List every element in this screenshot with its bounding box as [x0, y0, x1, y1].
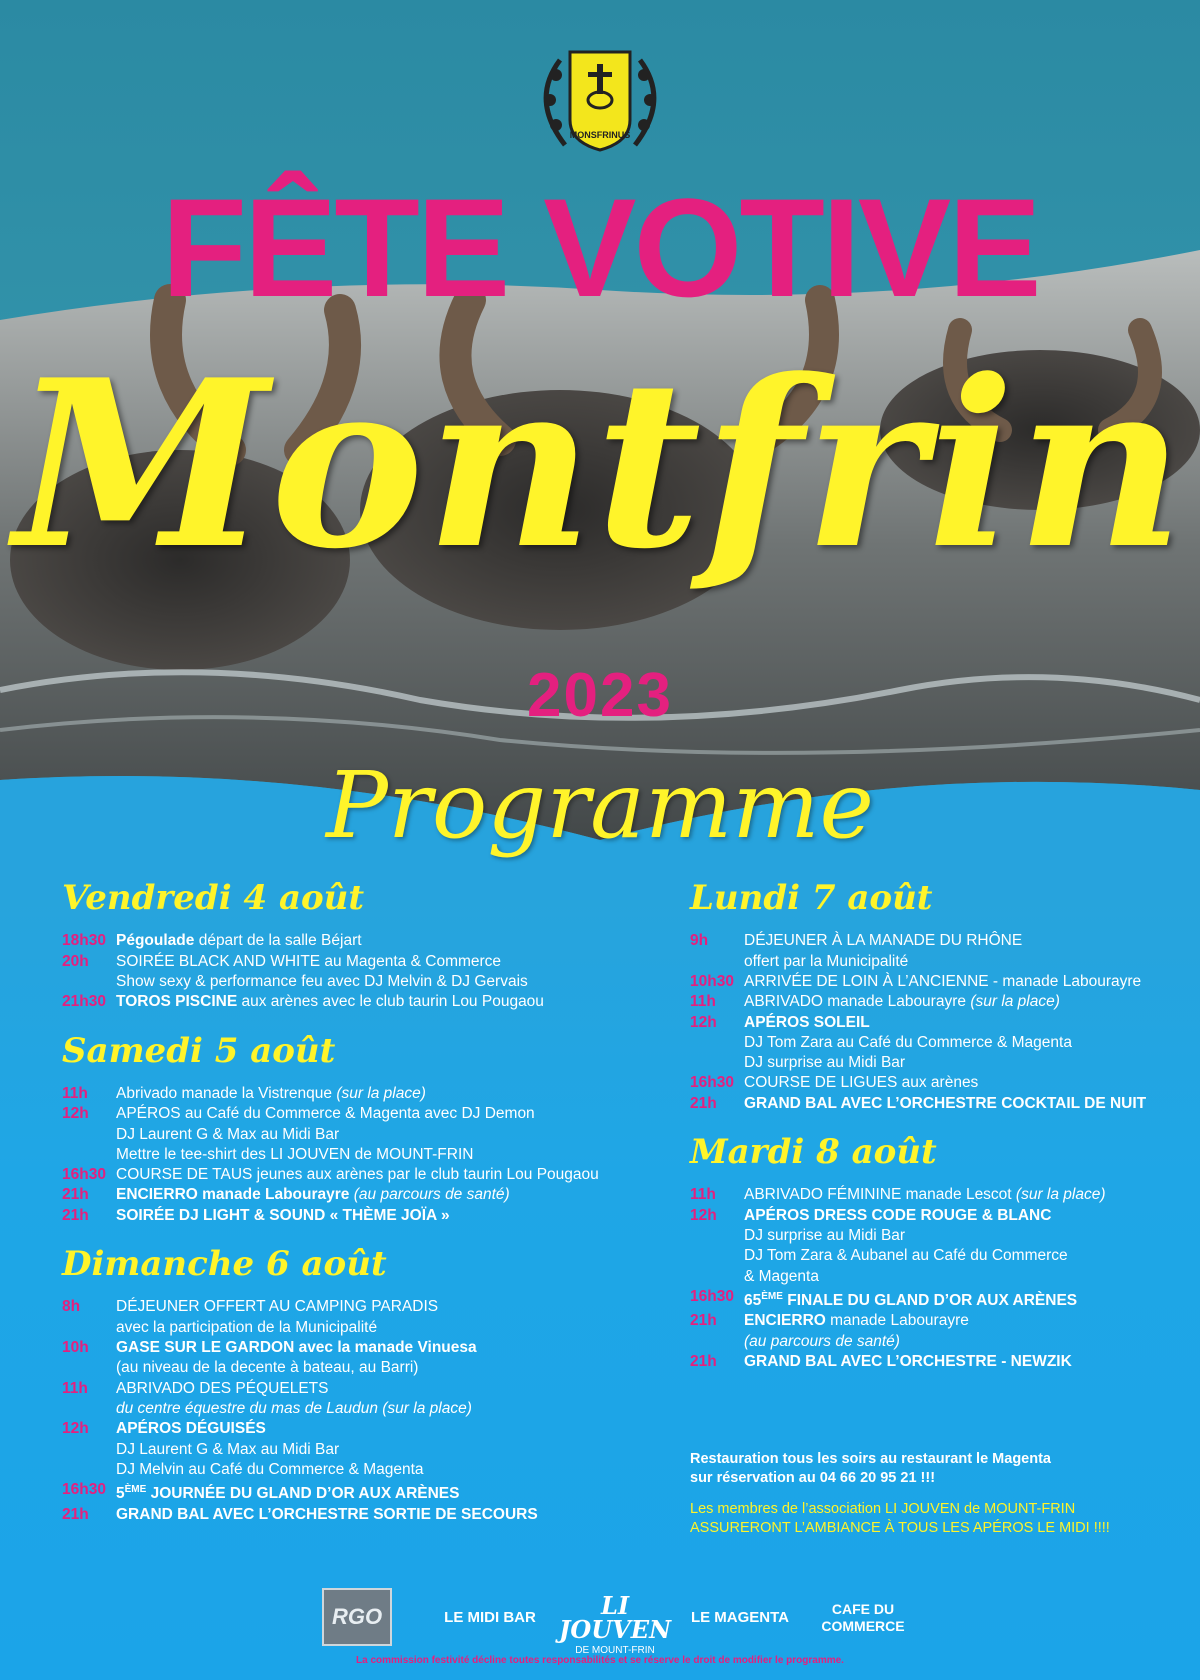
event-time — [690, 1332, 744, 1352]
event-text: DJ Laurent G & Max au Midi Bar — [116, 1125, 340, 1143]
event-text: DJ surprise au Midi Bar — [744, 1054, 906, 1072]
sponsor-cafe-line-1: CAFE DU — [831, 1601, 895, 1617]
program-event — [62, 1505, 622, 1525]
event-time: 16h30 — [62, 1481, 106, 1499]
program-event — [62, 1165, 622, 1185]
event-time: 16h30 — [690, 1287, 734, 1305]
event-time: 11h — [690, 993, 716, 1011]
day-heading: Mardi 8 août — [690, 1132, 937, 1173]
event-time: 16h30 — [62, 1166, 106, 1184]
event-time: 9h — [690, 932, 709, 950]
program-subtitle: Programme — [326, 752, 874, 859]
disclaimer-footer: La commission festivité décline toutes responsabilités et se réserve le droit de modifier le programme. — [356, 1655, 844, 1666]
event-time — [690, 1226, 744, 1246]
event-text: ABRIVADO FÉMININE manade Lescot (sur la place) — [744, 1186, 1106, 1204]
sponsor-bar — [0, 1588, 1200, 1656]
event-time — [690, 1267, 744, 1287]
program-event — [62, 1206, 622, 1226]
program-event — [62, 1318, 622, 1338]
program-event — [62, 1145, 622, 1165]
program-event — [690, 1287, 1190, 1311]
event-time: 10h30 — [690, 972, 734, 990]
program-event — [62, 931, 622, 951]
event-text: (au parcours de santé) — [744, 1332, 900, 1350]
event-time: 16h30 — [690, 1074, 734, 1092]
day-heading: Samedi 5 août — [62, 1030, 336, 1071]
event-time: 11h — [690, 1186, 716, 1204]
program-right-column — [690, 880, 1190, 1392]
event-text: COURSE DE LIGUES aux arènes — [744, 1074, 979, 1092]
event-text: COURSE DE TAUS jeunes aux arènes par le club taurin Lou Pougaou — [116, 1166, 599, 1184]
program-event — [62, 1084, 622, 1104]
event-time — [62, 1358, 116, 1378]
event-text: offert par la Municipalité — [744, 952, 909, 970]
event-text: APÉROS DÉGUISÉS — [116, 1420, 266, 1438]
event-text: SOIRÉE BLACK AND WHITE au Magenta & Commerce — [116, 952, 502, 970]
program-event — [690, 1311, 1190, 1331]
event-text: ENCIERRO manade Labourayre (au parcours de santé) — [116, 1186, 510, 1204]
event-title: FÊTE VOTIVE — [161, 169, 1039, 326]
event-text: APÉROS DRESS CODE ROUGE & BLANC — [744, 1206, 1052, 1224]
event-text: APÉROS SOLEIL — [744, 1013, 870, 1031]
program-event — [690, 1185, 1190, 1205]
day-events — [690, 931, 1190, 1114]
sponsor-li-jouven-name: LI JOUVEN — [558, 1591, 672, 1644]
event-text: APÉROS au Café du Commerce & Magenta avec DJ Demon — [116, 1105, 535, 1123]
program-event — [62, 992, 622, 1012]
event-time: 21h — [62, 1505, 89, 1523]
event-time: 21h — [690, 1312, 717, 1330]
program-event — [62, 1338, 622, 1358]
sponsor-cafe-commerce — [808, 1602, 918, 1633]
day-heading: Vendredi 4 août — [62, 878, 365, 918]
event-time: 21h — [62, 1186, 89, 1204]
event-time — [690, 1246, 744, 1266]
program-event — [690, 1332, 1190, 1352]
town-emblem — [520, 30, 680, 170]
event-time — [62, 1318, 116, 1338]
sponsor-li-jouven-sub: DE MOUNT-FRIN — [575, 1645, 655, 1656]
sponsor-magenta: LE MAGENTA — [690, 1609, 790, 1626]
event-time — [62, 1145, 116, 1165]
program-event — [62, 1185, 622, 1205]
event-text: & Magenta — [744, 1267, 819, 1285]
program-event — [62, 1358, 622, 1378]
restaurant-line-1: Restauration tous les soirs au restaurant le Magenta — [690, 1451, 1051, 1467]
event-text: 65ÈME FINALE DU GLAND D’OR AUX ARÈNES — [744, 1290, 1078, 1310]
program-event — [62, 1440, 622, 1460]
program-event — [62, 952, 622, 972]
event-time: 20h — [62, 952, 89, 970]
event-year: 2023 — [527, 661, 673, 730]
program-event — [62, 1480, 622, 1504]
day-heading: Dimanche 6 août — [62, 1244, 387, 1285]
event-text: du centre équestre du mas de Laudun (sur la place) — [116, 1399, 472, 1417]
event-text: Show sexy & performance feu avec DJ Melvin & DJ Gervais — [116, 972, 528, 990]
event-text: DJ Tom Zara au Café du Commerce & Magenta — [744, 1033, 1072, 1051]
sponsor-cafe-line-2: COMMERCE — [821, 1618, 905, 1634]
event-text: DJ Melvin au Café du Commerce & Magenta — [116, 1460, 424, 1478]
program-event — [62, 1399, 622, 1419]
event-text: GRAND BAL AVEC L’ORCHESTRE - NEWZIK — [744, 1352, 1072, 1370]
event-text: 5ÈME JOURNÉE DU GLAND D’OR AUX ARÈNES — [116, 1484, 460, 1503]
program-event — [62, 1297, 622, 1317]
day-events — [690, 1185, 1190, 1372]
event-time — [62, 1440, 116, 1460]
event-time: 11h — [62, 1084, 88, 1102]
day-events — [62, 1297, 622, 1524]
association-note — [690, 1500, 1190, 1538]
program-event — [690, 1094, 1190, 1114]
program-event — [690, 952, 1190, 972]
program-event — [690, 1053, 1190, 1073]
event-time — [690, 1053, 744, 1073]
program-event — [690, 1267, 1190, 1287]
event-text: Pégoulade départ de la salle Béjart — [116, 932, 362, 950]
event-time — [62, 972, 116, 992]
program-event — [690, 1226, 1190, 1246]
event-text: SOIRÉE DJ LIGHT & SOUND « THÈME JOÏA » — [116, 1206, 450, 1224]
sponsor-radio-logo — [322, 1588, 392, 1646]
program-event — [690, 992, 1190, 1012]
association-line-2: ASSURERONT L’AMBIANCE À TOUS LES APÉROS LE MIDI !!!! — [690, 1520, 1110, 1536]
event-text: DÉJEUNER OFFERT AU CAMPING PARADIS — [116, 1298, 439, 1316]
program-event — [690, 972, 1190, 992]
event-time — [62, 1399, 116, 1419]
program-event — [690, 1246, 1190, 1266]
program-event — [690, 1206, 1190, 1226]
program-event — [62, 1379, 622, 1399]
program-event — [690, 931, 1190, 951]
event-text: ABRIVADO DES PÉQUELETS — [116, 1379, 329, 1397]
event-text: Abrivado manade la Vistrenque (sur la place) — [116, 1084, 426, 1102]
day-heading: Lundi 7 août — [690, 878, 933, 918]
event-text: DJ surprise au Midi Bar — [744, 1227, 906, 1245]
program-event — [62, 1125, 622, 1145]
day-events — [62, 1084, 622, 1226]
event-text: DJ Tom Zara & Aubanel au Café du Commerce — [744, 1247, 1068, 1265]
event-text: ENCIERRO manade Labourayre — [744, 1312, 969, 1330]
event-text: ABRIVADO manade Labourayre (sur la place) — [744, 993, 1060, 1011]
program-event — [62, 1460, 622, 1480]
association-line-1: Les membres de l’association LI JOUVEN de MOUNT-FRIN — [690, 1501, 1076, 1517]
event-time: 21h — [62, 1206, 89, 1224]
event-time: 8h — [62, 1298, 81, 1316]
town-name: Montfrin — [13, 330, 1187, 600]
program-event — [62, 972, 622, 992]
event-time — [690, 952, 744, 972]
program-left-column — [62, 880, 622, 1545]
event-text: GRAND BAL AVEC L’ORCHESTRE COCKTAIL DE NUIT — [744, 1094, 1147, 1112]
program-event — [690, 1013, 1190, 1033]
event-text: Mettre le tee-shirt des LI JOUVEN de MOUNT-FRIN — [116, 1145, 474, 1163]
event-text: TOROS PISCINE aux arènes avec le club taurin Lou Pougaou — [116, 993, 544, 1011]
event-time: 11h — [62, 1379, 88, 1397]
event-text: GASE SUR LE GARDON avec la manade Vinuesa — [116, 1339, 477, 1357]
event-text: GRAND BAL AVEC L’ORCHESTRE SORTIE DE SECOURS — [116, 1505, 538, 1523]
emblem-text: MONSFRINUS — [569, 130, 631, 140]
event-text: avec la participation de la Municipalité — [116, 1318, 378, 1336]
event-text: DJ Laurent G & Max au Midi Bar — [116, 1440, 340, 1458]
day-events — [62, 931, 622, 1012]
event-time: 12h — [690, 1206, 717, 1224]
program-event — [690, 1033, 1190, 1053]
event-time: 21h30 — [62, 993, 106, 1011]
event-text: DÉJEUNER À LA MANADE DU RHÔNE — [744, 932, 1023, 950]
event-time: 12h — [62, 1105, 89, 1123]
event-text: ARRIVÉE DE LOIN À L’ANCIENNE - manade Labourayre — [744, 972, 1142, 990]
sponsor-midi-bar: LE MIDI BAR — [444, 1609, 536, 1626]
event-time: 21h — [690, 1352, 717, 1370]
program-event — [62, 1104, 622, 1124]
sponsor-li-jouven — [550, 1591, 680, 1656]
event-time: 12h — [690, 1013, 717, 1031]
event-time: 12h — [62, 1420, 89, 1438]
event-text: (au niveau de la decente à bateau, au Barri) — [116, 1359, 419, 1377]
event-time — [690, 1033, 744, 1053]
event-time — [62, 1460, 116, 1480]
restaurant-note — [690, 1450, 1190, 1488]
event-time: 21h — [690, 1094, 717, 1112]
restaurant-line-2: sur réservation au 04 66 20 95 21 !!! — [690, 1470, 936, 1486]
event-time: 18h30 — [62, 932, 106, 950]
program-event — [690, 1073, 1190, 1093]
program-event — [62, 1419, 622, 1439]
event-time — [62, 1125, 116, 1145]
program-event — [690, 1352, 1190, 1372]
sponsor-radio-text: RGO — [331, 1604, 383, 1629]
event-time: 10h — [62, 1339, 89, 1357]
